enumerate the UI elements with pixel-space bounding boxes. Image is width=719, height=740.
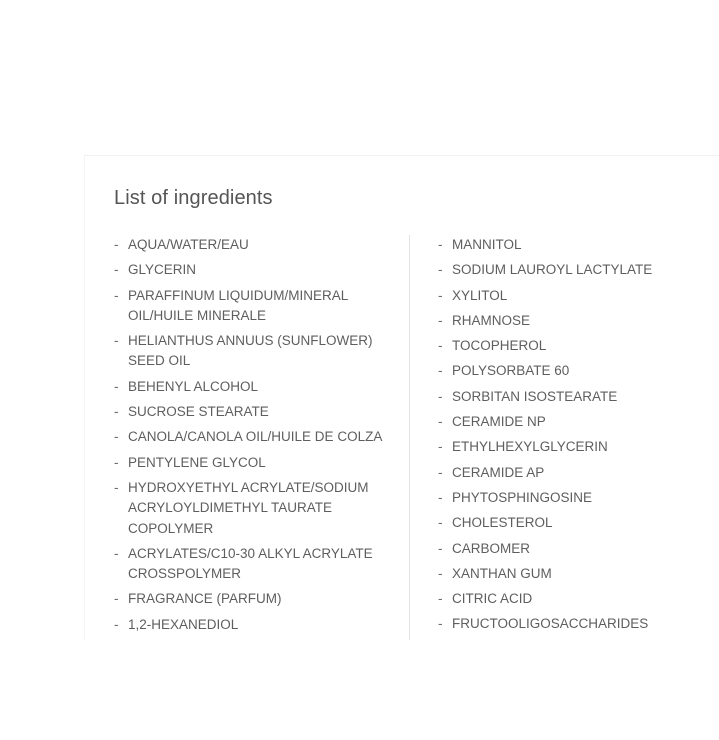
ingredient-item (114, 589, 394, 609)
bullet-dash: - (438, 338, 443, 354)
ingredient-name: POLYSORBATE 60 (452, 363, 570, 379)
ingredients-list-left (114, 235, 394, 640)
bullet-dash: - (114, 591, 119, 607)
ingredient-name: PENTYLENE GLYCOL (128, 454, 266, 470)
ingredient-item (438, 539, 698, 559)
ingredient-name: SORBITAN ISOSTEARATE (452, 388, 618, 404)
ingredient-name: CHOLESTEROL (452, 515, 553, 531)
bullet-dash: - (438, 363, 443, 379)
ingredient-item (438, 387, 698, 407)
ingredient-item (438, 286, 698, 306)
ingredient-item (114, 377, 394, 397)
bullet-dash: - (438, 540, 443, 556)
ingredient-item (114, 615, 394, 635)
ingredient-name: ETHYLHEXYLGLYCERIN (452, 439, 608, 455)
ingredient-item (114, 402, 394, 422)
bullet-dash: - (438, 287, 443, 303)
ingredient-item (438, 589, 698, 609)
ingredient-name: GLYCERIN (128, 262, 197, 278)
ingredient-name: FRAGRANCE (PARFUM) (128, 591, 282, 607)
ingredient-name: ACRYLATES/C10-30 ALKYL ACRYLATE CROSSPOLYMER (128, 545, 373, 582)
bullet-dash: - (438, 515, 443, 531)
ingredient-item (438, 235, 698, 255)
ingredients-list-right (438, 235, 698, 640)
bullet-dash: - (114, 429, 119, 445)
ingredient-item (438, 361, 698, 381)
ingredient-item (114, 544, 394, 585)
bullet-dash: - (114, 237, 119, 252)
bullet-dash: - (114, 616, 119, 632)
bullet-dash: - (438, 237, 443, 252)
ingredient-item (438, 463, 698, 483)
ingredient-item (438, 412, 698, 432)
bullet-dash: - (438, 616, 443, 632)
ingredient-name: PARAFFINUM LIQUIDUM/MINERAL OIL/HUILE MINERALE (128, 287, 348, 323)
ingredient-item (114, 260, 394, 280)
bullet-dash: - (114, 404, 119, 420)
column-divider (409, 235, 410, 640)
bullet-dash: - (114, 454, 119, 470)
ingredient-name: CARBOMER (452, 540, 531, 556)
ingredient-item (114, 453, 394, 473)
bullet-dash: - (438, 565, 443, 581)
ingredient-item (438, 260, 698, 280)
ingredient-name: CERAMIDE AP (452, 464, 545, 480)
bullet-dash: - (114, 378, 119, 394)
ingredient-name: MANNITOL (452, 237, 522, 252)
bullet-dash: - (438, 312, 443, 328)
bullet-dash: - (438, 591, 443, 607)
ingredient-name: XANTHAN GUM (452, 565, 552, 581)
ingredient-name: CERAMIDE NP (452, 414, 546, 430)
ingredient-name: HYDROXYETHYL ACRYLATE/SODIUM ACRYLOYLDIMETHYL TAURATE COPOLYMER (128, 479, 369, 536)
ingredient-item (438, 614, 698, 634)
ingredient-item (114, 235, 394, 255)
ingredient-name: PHYTOSPHINGOSINE (452, 489, 593, 505)
ingredient-name: FRUCTOOLIGOSACCHARIDES (452, 616, 649, 632)
ingredient-item (438, 311, 698, 331)
bullet-dash: - (438, 464, 443, 480)
ingredient-name: SUCROSE STEARATE (128, 404, 269, 420)
bullet-dash: - (438, 414, 443, 430)
ingredient-item (438, 513, 698, 533)
ingredients-panel (84, 155, 719, 640)
bullet-dash: - (114, 545, 119, 561)
ingredient-item (114, 331, 394, 372)
ingredient-item (438, 488, 698, 508)
bullet-dash: - (438, 489, 443, 505)
bullet-dash: - (438, 388, 443, 404)
ingredient-item (114, 427, 394, 447)
ingredient-name: BEHENYL ALCOHOL (128, 378, 259, 394)
ingredient-name: SODIUM LAUROYL LACTYLATE (452, 262, 653, 278)
bullet-dash: - (114, 262, 119, 278)
ingredients-title: List of ingredients (114, 187, 273, 209)
ingredient-name: RHAMNOSE (452, 312, 531, 328)
ingredient-name: AQUA/WATER/EAU (128, 237, 249, 252)
ingredient-name: 1,2-HEXANEDIOL (128, 616, 239, 632)
ingredient-name: CANOLA/CANOLA OIL/HUILE DE COLZA (128, 429, 383, 445)
ingredient-item (114, 478, 394, 539)
ingredient-name: HELIANTHUS ANNUUS (SUNFLOWER) SEED OIL (128, 333, 373, 369)
bullet-dash: - (114, 479, 119, 495)
ingredient-name: XYLITOL (452, 287, 508, 303)
ingredient-item (114, 286, 394, 327)
bullet-dash: - (438, 262, 443, 278)
ingredient-name: CITRIC ACID (452, 591, 533, 607)
bullet-dash: - (438, 439, 443, 455)
bullet-dash: - (114, 333, 119, 349)
bullet-dash: - (114, 287, 119, 303)
ingredient-name: TOCOPHEROL (452, 338, 547, 354)
ingredient-item (438, 437, 698, 457)
ingredient-item (438, 564, 698, 584)
ingredient-item (438, 336, 698, 356)
